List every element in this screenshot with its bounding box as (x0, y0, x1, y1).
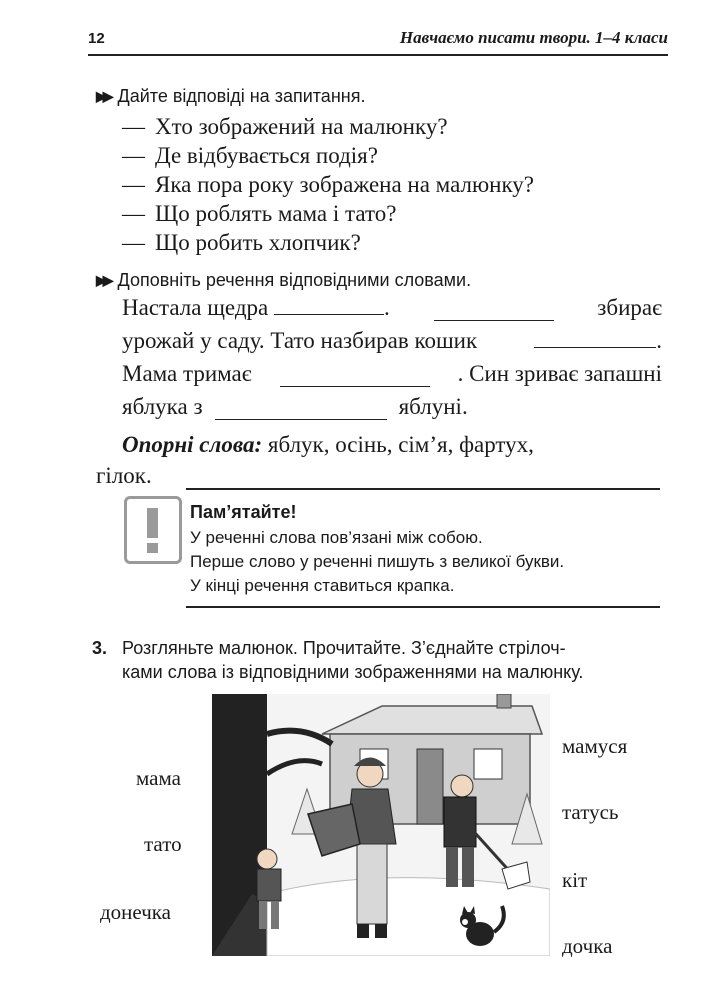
question-3: — Яка пора року зображена на малюнку? (122, 172, 535, 197)
word-tato[interactable]: тато (144, 832, 182, 856)
fill-line-2: урожай у саду. Тато назбирав кошик . (122, 328, 662, 353)
fill-in-text (96, 288, 662, 489)
double-arrow-icon: ▶▶ (96, 88, 110, 104)
blank-field[interactable] (534, 329, 656, 348)
memo-line: Перше слово у реченні пишуть з великої букви. (190, 552, 565, 571)
memo-title: Пам’ятайте! (190, 502, 297, 522)
divider (186, 606, 660, 608)
task1-instruction-text: Дайте відповіді на запитання. (117, 86, 366, 106)
exercise-number: 3. (92, 638, 108, 658)
page-number: 12 (88, 30, 105, 47)
running-title: Навчаємо писати твори. 1–4 класи (399, 28, 668, 47)
word-tatus[interactable]: татусь (562, 800, 619, 824)
question-2: — Де відбувається подія? (122, 143, 378, 168)
exercise-3-text-line-2: ками слова із відповідними зображеннями на малюнку. (122, 662, 584, 682)
reference-words-line: Опорні слова: яблук, осінь, сім’я, фартух, (122, 432, 534, 457)
word-kit[interactable]: кіт (562, 868, 588, 892)
fill-line-4: яблука з яблуні. (122, 394, 468, 419)
task1-instruction (96, 86, 365, 107)
blank-field[interactable] (215, 401, 387, 420)
fill-line-3: Мама тримає . Син зриває запашні (122, 361, 662, 386)
double-arrow-icon: ▶▶ (96, 272, 110, 288)
word-dochka[interactable]: дочка (562, 934, 613, 958)
blank-field[interactable] (434, 302, 554, 321)
word-mama[interactable]: мама (136, 766, 181, 790)
blank-field[interactable] (280, 368, 430, 387)
reference-label: Опорні слова: (122, 432, 263, 457)
question-4: — Що роблять мама і тато? (122, 201, 397, 226)
memo-box (120, 488, 660, 614)
blank-field[interactable] (274, 296, 384, 315)
running-header (88, 26, 668, 56)
task2-instruction-text: Доповніть речення відповідними словами. (117, 270, 472, 290)
exclamation-icon (124, 496, 182, 564)
question-1: — Хто зображений на малюнку? (122, 114, 448, 139)
memo-line: У кінці речення ставиться крапка. (190, 576, 455, 595)
reference-words-end: гілок. (96, 463, 152, 488)
word-mamusia[interactable]: мамуся (562, 734, 628, 758)
fill-line-1: Настала щедра . збирає (122, 295, 662, 320)
divider (186, 488, 660, 490)
question-5: — Що робить хлопчик? (122, 230, 361, 255)
word-donechka[interactable]: донечка (100, 900, 171, 924)
memo-line: У реченні слова пов’язані між собою. (190, 528, 483, 547)
winter-family-illustration (212, 694, 550, 956)
exercise-3-text-line-1: Розгляньте малюнок. Прочитайте. З’єднайте стрілоч- (122, 638, 566, 658)
